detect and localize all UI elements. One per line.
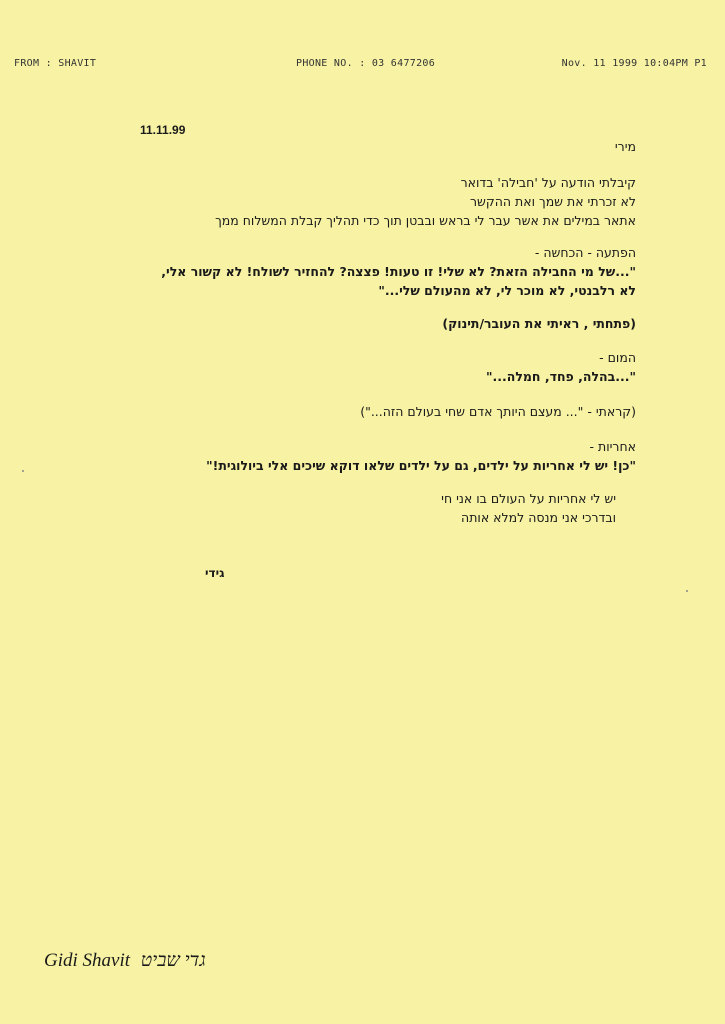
letter-date: 11.11.99 [140,123,186,137]
footer-signature [44,950,206,972]
salutation-text: מירי [614,139,636,154]
fax-datetime: Nov. 11 1999 10:04PM P1 [561,58,707,69]
text-line: (קראתי - "... מעצם היותך אדם שחי בעולם הזה...") [360,404,636,419]
fax-phone: PHONE NO. : 03 6477206 [296,58,436,69]
fax-header [14,58,707,74]
quote-line: "...בהלה, פחד, חמלה..." [485,369,636,384]
text-line: יש לי אחריות על העולם בו אני חי [441,491,616,506]
text-line: לא זכרתי את שמך ואת ההקשר [469,194,636,209]
section-heading: המום - [599,350,636,365]
paragraph-4 [96,348,636,386]
scan-speck [686,590,688,592]
text-line: ובדרכי אני מנסה למלא אותה [461,510,616,525]
paragraph-5 [96,402,636,421]
salutation [96,137,636,156]
text-line: קיבלתי הודעה על 'חבילה' בדואר [460,175,636,190]
section-heading: אחריות - [589,439,636,454]
paragraph-7 [96,489,616,527]
section-heading: הפתעה - הכחשה - [534,245,636,260]
footer-signature-latin: Gidi Shavit [44,950,131,971]
scan-speck [22,470,24,472]
signature: גידי [205,566,225,580]
quote-line: "כן! יש לי אחריות על ילדים, גם על ילדים שלאו דוקא שיכים אלי ביולוגית!" [206,458,636,473]
paragraph-3 [96,314,636,333]
fax-from: FROM : SHAVIT [14,58,97,69]
paragraph-6 [96,437,636,475]
paragraph-2 [96,243,636,300]
quote-line: לא רלבנטי, לא מוכר לי, לא מהעולם שלי..." [378,283,636,298]
text-line: אתאר במילים את אשר עבר לי בראש ובבטן תוך כדי תהליך קבלת המשלוח ממך [215,213,636,228]
paragraph-1 [96,173,636,230]
quote-line: "...של מי החבילה הזאת? לא שלי! זו טעות! פצצה? להחזיר לשולח! לא קשור אלי, [161,264,636,279]
footer-signature-hebrew: גדי שביט [140,950,206,971]
text-line: (פתחתי , ראיתי את העובר/תינוק) [442,316,636,331]
